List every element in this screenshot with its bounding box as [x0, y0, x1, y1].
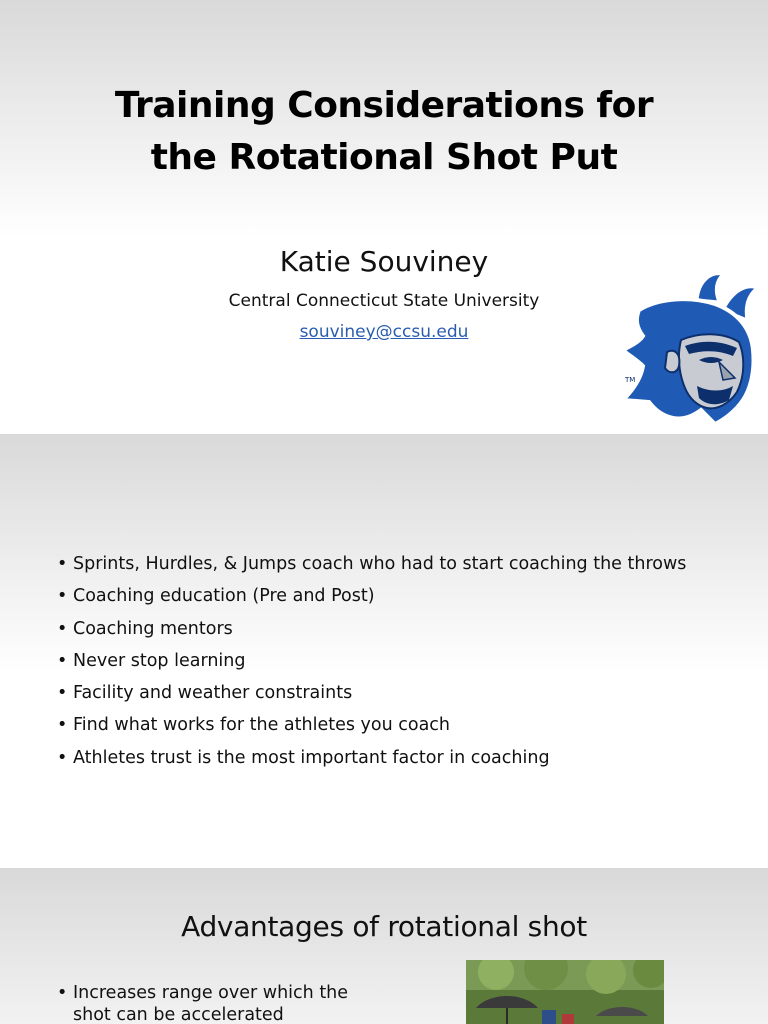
- bullet-item: • Sprints, Hurdles, & Jumps coach who had to start coaching the throws: [57, 548, 757, 580]
- blue-devil-logo-icon: [619, 270, 759, 428]
- athletes-with-umbrellas-photo-icon: [466, 960, 664, 1024]
- bullet-item: • Find what works for the athletes you coach: [57, 709, 757, 741]
- title-line-1: Training Considerations for: [114, 85, 654, 126]
- bullet-item: • Coaching mentors: [57, 613, 757, 645]
- trademark-label: TM: [625, 376, 636, 384]
- bullet-item: • Coaching education (Pre and Post): [57, 580, 757, 612]
- bullet-item: • Increases range over which the shot can be accelerated: [57, 982, 387, 1024]
- author-email-link[interactable]: souviney@ccsu.edu: [299, 322, 469, 342]
- bullet-item: • Facility and weather constraints: [57, 677, 757, 709]
- title-line-2: the Rotational Shot Put: [150, 137, 618, 178]
- presentation-title: [0, 80, 768, 184]
- advantages-bullets: [57, 982, 387, 1024]
- bullet-item: • Athletes trust is the most important factor in coaching: [57, 742, 757, 774]
- title-slide: [0, 0, 768, 432]
- slide-title: Advantages of rotational shot: [181, 910, 587, 943]
- author-name: Katie Souviney: [279, 245, 489, 278]
- coaching-background-bullets: [57, 548, 757, 774]
- bullet-item: • Never stop learning: [57, 645, 757, 677]
- author-affiliation: Central Connecticut State University: [228, 291, 540, 311]
